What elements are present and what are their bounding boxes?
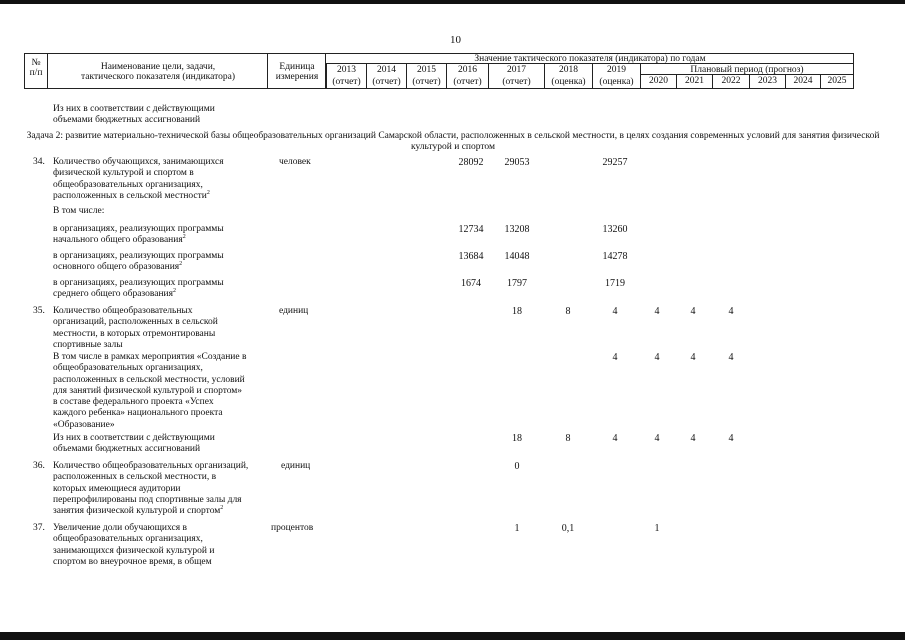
row-name: В том числе в рамках мероприятия «Создание в общеобразовательных организациях, расположенных в сельской местности, условий для занятий физической культурой и спортом» в составе федерального проекта «Успех каждого ребенка» национального проекта «Образование» <box>53 352 247 430</box>
value-2017: 13208 <box>504 224 530 235</box>
row-unit: процентов <box>271 523 314 533</box>
year-label: 2014 <box>377 65 396 75</box>
row-name: Увеличение доли обучающихся в общеобразовательных организациях, занимающихся физической культурой и спортом во внеурочное время, в общем <box>53 523 215 567</box>
year-label: 2013 <box>337 65 356 75</box>
value-2019: 14278 <box>602 251 628 262</box>
header-plan-2025: 2025 <box>827 76 847 86</box>
row-number: 36. <box>33 461 45 471</box>
value-2022: 4 <box>728 433 734 444</box>
value-2016: 12734 <box>458 224 484 235</box>
year-type: (оценка) <box>551 77 586 87</box>
scan-edge-top <box>0 0 905 4</box>
row-number: 35. <box>33 306 45 316</box>
value-2022: 4 <box>728 352 734 363</box>
row-unit: человек <box>279 157 311 167</box>
value-2016: 28092 <box>458 157 484 168</box>
year-type: (отчет) <box>453 77 482 87</box>
footnote-mark: 2 <box>220 505 224 512</box>
page-number: 10 <box>450 34 461 46</box>
row-name-text: Количество обучающихся, занимающихся физической культурой и спортом в общеобразовательных организациях, расположенных в сельской местности <box>53 157 224 201</box>
row-name-text: в организациях, реализующих программы основного общего образования <box>53 251 224 273</box>
value-2022: 4 <box>728 306 734 317</box>
value-2017: 18 <box>512 306 522 317</box>
value-2018: 8 <box>565 306 571 317</box>
row-name: Из них в соответствии с действующими объемами бюджетных ассигнований <box>53 433 215 455</box>
value-2020: 4 <box>654 352 660 363</box>
row-name <box>53 278 268 301</box>
task-heading: Задача 2: развитие материально-технической базы общеобразовательных организаций Самарской области, расположенных в сельской местности, в целях создания современных условий для занятия физической культурой и спортом <box>26 131 880 152</box>
value-2019: 4 <box>612 306 618 317</box>
year-label: 2016 <box>458 65 477 75</box>
header-plan-title: Плановый период (прогноз) <box>690 65 804 75</box>
footnote-mark: 2 <box>179 261 183 268</box>
including-label: В том числе: <box>53 206 105 216</box>
value-2017: 29053 <box>504 157 530 168</box>
value-2020: 4 <box>654 306 660 317</box>
header-col-no: № п/п <box>29 58 43 78</box>
row-name-text: в организациях, реализующих программы среднего общего образования <box>53 278 224 300</box>
value-2021: 4 <box>690 433 696 444</box>
year-label: 2019 <box>607 65 626 75</box>
year-label: 2015 <box>417 65 436 75</box>
year-type: (отчет) <box>332 77 361 87</box>
header-group-title: Значение тактического показателя (индикатора) по годам <box>474 54 706 64</box>
year-type: (оценка) <box>599 77 634 87</box>
value-2021: 4 <box>690 306 696 317</box>
scan-edge-bottom <box>0 632 905 640</box>
footnote-mark: 2 <box>173 288 176 295</box>
intro-text: Из них в соответствии с действующими объемами бюджетных ассигнований <box>53 104 215 126</box>
header-col-name: Наименование цели, задачи, тактического показателя (индикатора) <box>80 62 236 82</box>
row-name <box>53 157 268 202</box>
value-2019: 13260 <box>602 224 628 235</box>
value-2019: 1719 <box>605 278 625 289</box>
row-unit: единиц <box>279 306 309 316</box>
footnote-mark: 2 <box>206 189 210 196</box>
header-plan-2022: 2022 <box>721 76 741 86</box>
value-2019: 4 <box>612 433 618 444</box>
row-name <box>53 461 278 517</box>
value-2019: 4 <box>612 352 618 363</box>
value-2020: 4 <box>654 433 660 444</box>
value-2017: 14048 <box>504 251 530 262</box>
header-plan-2021: 2021 <box>685 76 704 86</box>
value-2021: 4 <box>690 352 696 363</box>
header-col-unit: Единица измерения <box>275 62 319 82</box>
header-plan-2023: 2023 <box>758 76 777 86</box>
year-type: (отчет) <box>412 77 441 87</box>
value-2018: 0,1 <box>561 523 575 534</box>
header-plan-2020: 2020 <box>649 76 668 86</box>
year-type: (отчет) <box>372 77 401 87</box>
year-label: 2018 <box>559 65 578 75</box>
value-2016: 13684 <box>458 251 484 262</box>
row-unit: единиц <box>281 461 311 471</box>
value-2017: 18 <box>512 433 522 444</box>
value-2019: 29257 <box>602 157 628 168</box>
value-2020: 1 <box>654 523 660 534</box>
value-2018: 8 <box>565 433 571 444</box>
row-name <box>53 224 268 247</box>
row-number: 34. <box>33 157 45 167</box>
header-plan-2024: 2024 <box>793 76 813 86</box>
year-label: 2017 <box>507 65 526 75</box>
value-2017: 0 <box>514 461 520 472</box>
row-name: Количество общеобразовательных организаций, расположенных в сельской местности, в которых отремонтированы спортивные залы <box>53 306 218 350</box>
row-name-text: Количество общеобразовательных организаций, расположенных в сельской местности, в которых имеющиеся аудитории перепрофилированы под спортивные залы для занятия физической культурой и спортом <box>53 461 249 517</box>
row-number: 37. <box>33 523 45 533</box>
footnote-mark: 2 <box>182 234 186 241</box>
value-2017: 1 <box>514 523 520 534</box>
year-type: (отчет) <box>502 77 531 87</box>
value-2017: 1797 <box>507 278 527 289</box>
value-2016: 1674 <box>461 278 481 289</box>
row-name <box>53 251 268 274</box>
row-name-text: в организациях, реализующих программы начального общего образования <box>53 224 224 246</box>
